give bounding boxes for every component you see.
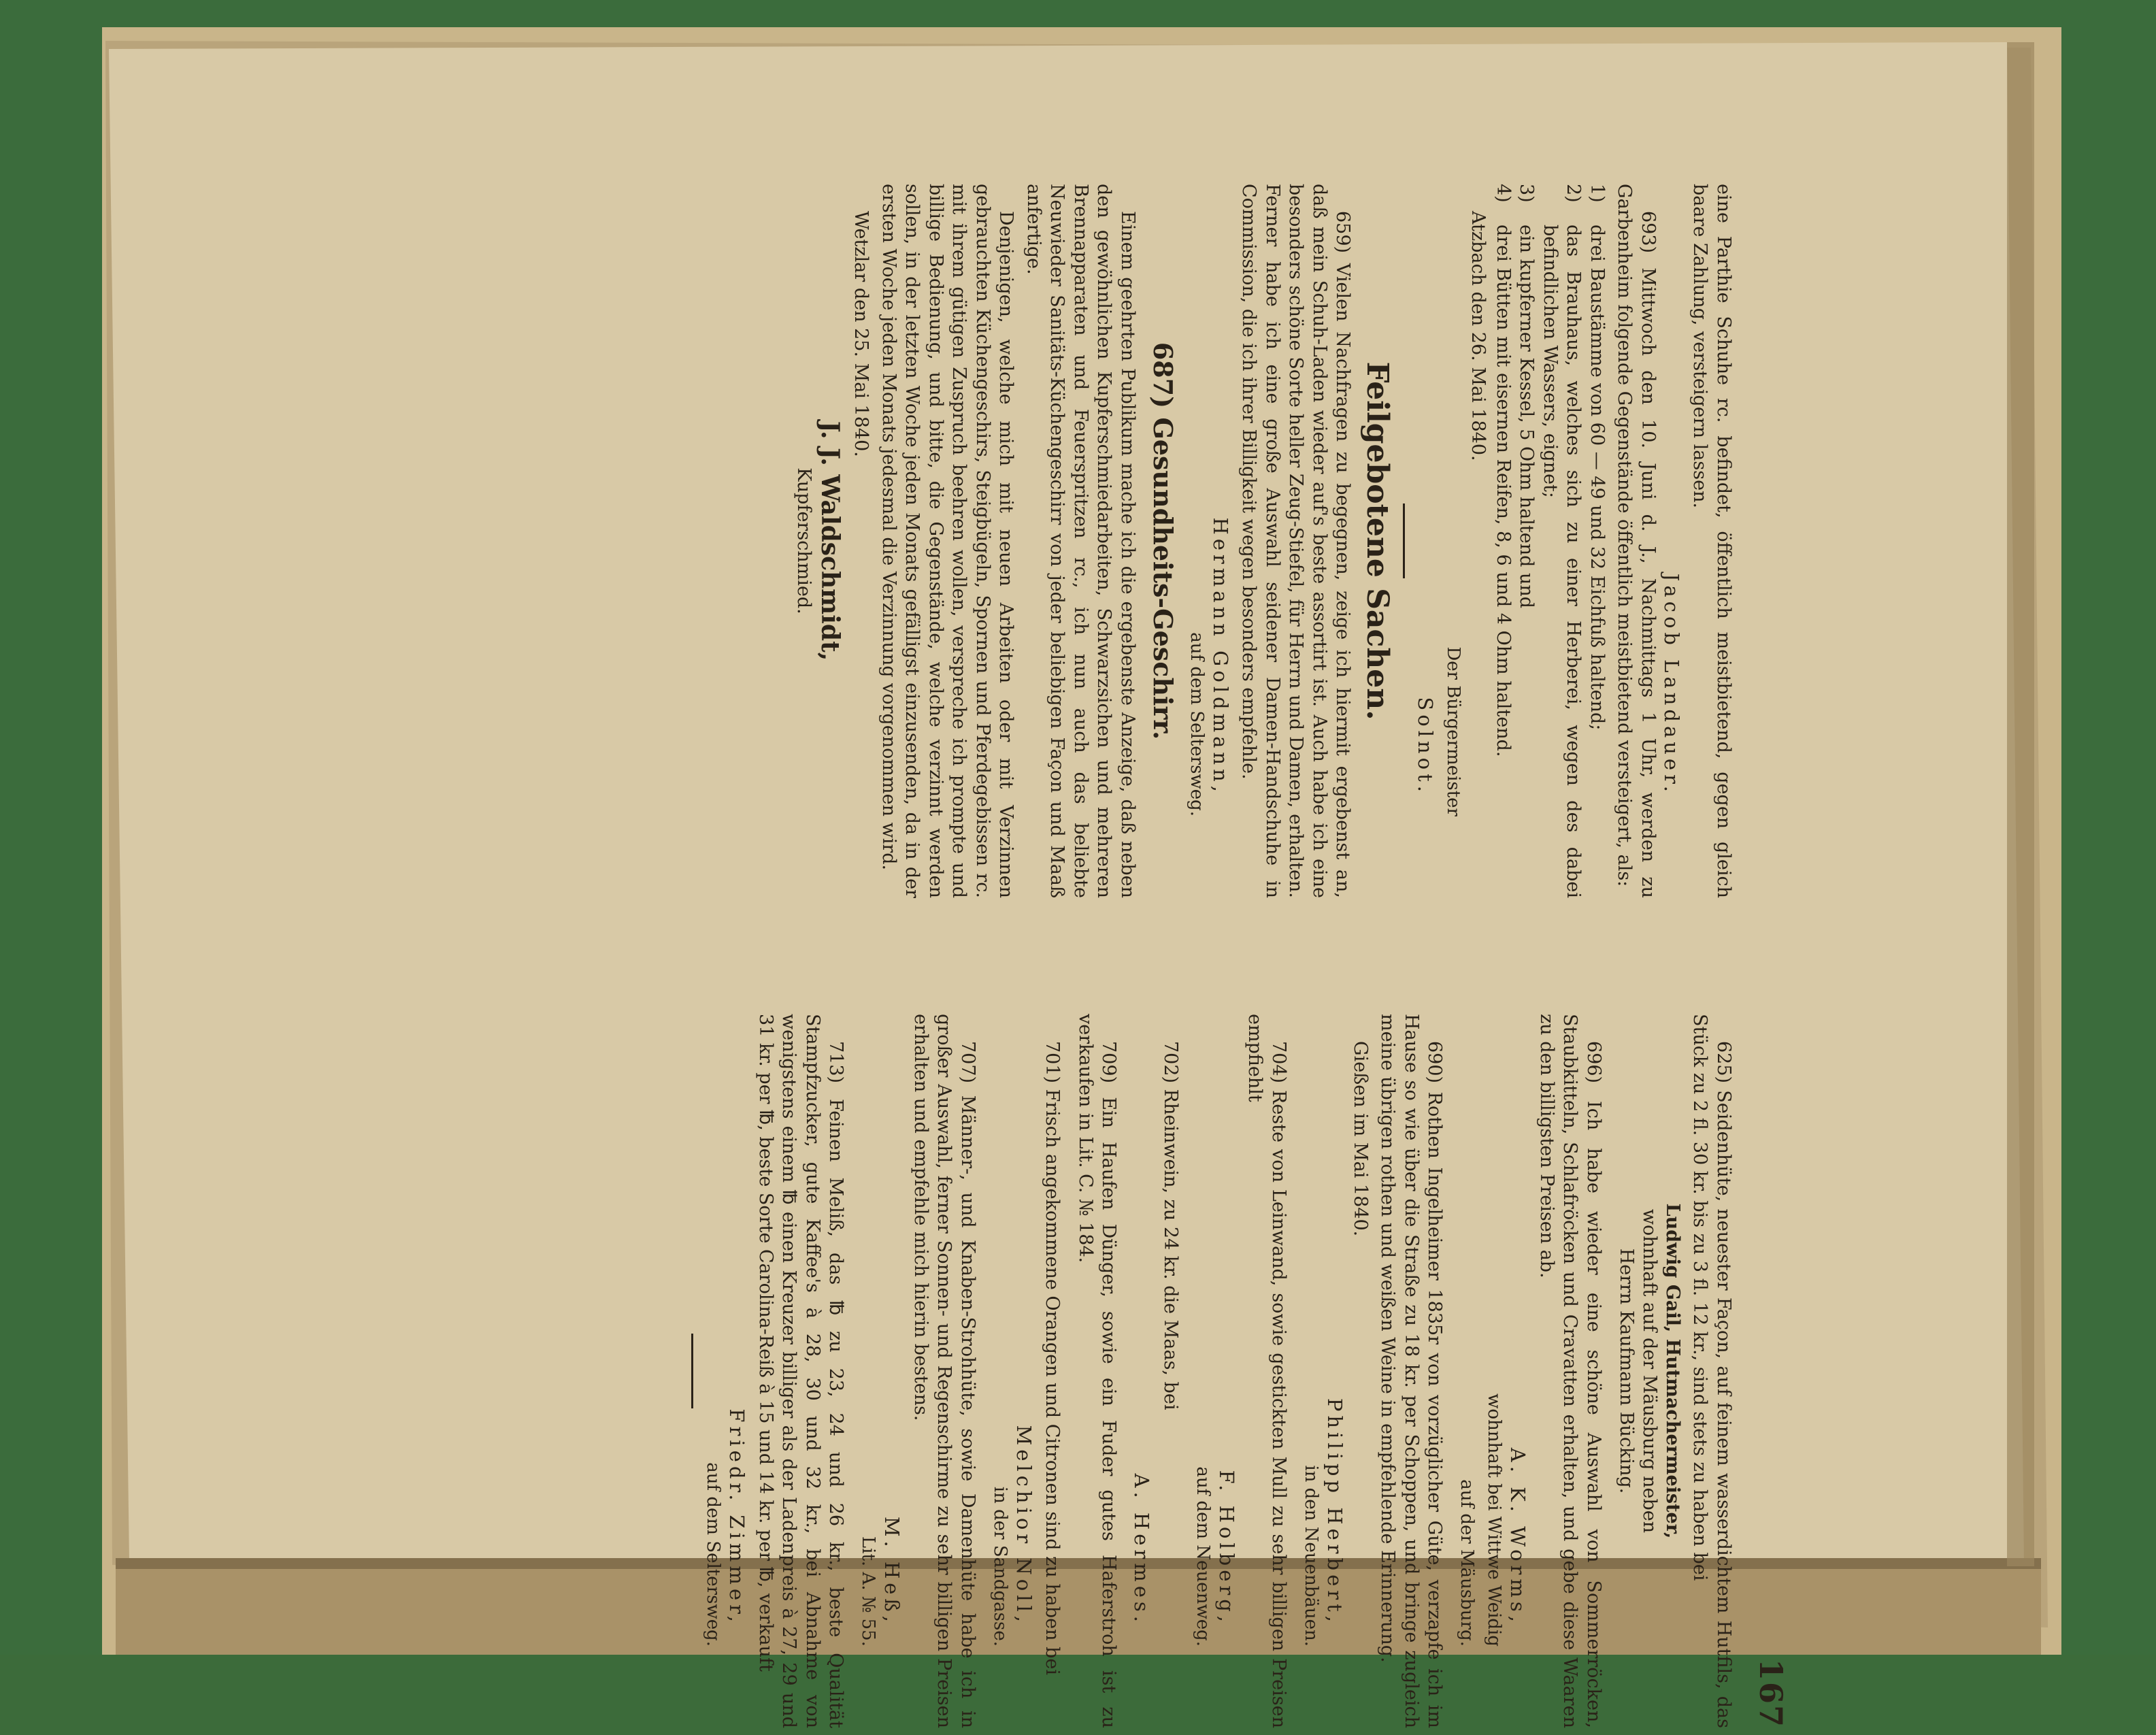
ad-704-sig2: auf dem Neuenweg.	[1193, 1466, 1213, 1647]
ad-702-text: 702) Rheinwein, zu 24 kr. die Maas, bei	[1160, 1041, 1181, 1410]
ad-625-sig2: wohnhaft auf der Mäusburg neben	[1639, 1208, 1660, 1534]
ad-693-item	[1538, 184, 1585, 898]
ad-693-item-num: 4)	[1493, 184, 1514, 203]
ad-625-text: 625) Seidenhüte, neuester Façon, auf feinem wasserdichtem Hutfils, das Stück zu 2 fl. 30 kr. bis zu 3 fl. 12 kr., sind stets zu haben bei	[1689, 1014, 1734, 1728]
ad-659-sig: Hermann Goldmann,	[1209, 517, 1232, 796]
ad-690-sig2: in den Neuenbäuen.	[1301, 1465, 1321, 1647]
ad-704-text: 704) Reste von Leinwand, sowie gestickten Mull zu sehr billigen Preisen empfiehlt	[1244, 1014, 1289, 1728]
ad-701-text: 701) Frisch angekommene Orangen und Citronen sind zu haben bei	[1042, 1041, 1063, 1675]
ad-690-date: Gießen im Mai 1840.	[1350, 1041, 1371, 1237]
ad-693-sig-title: Der Bürgermeister	[1443, 646, 1464, 816]
ad-709-text: 709) Ein Haufen Dünger, sowie ein Fuder gutes Haferstroh ist zu verkaufen in Lit. C. № 184.	[1075, 1014, 1120, 1728]
ad-713-text: 713) Feinen Meliß, das ℔ zu 23, 24 und 26 kr., beste Qualität Stampfzucker, gute Kaffee's à 28, 30 und 32 kr., bei Abnahme von wenigstens einem ℔ einen Kreuzer billiger als der Ladenpreis à 27, 29 und 31 kr. per ℔, beste Sorte Carolina-Reiß à 15 und 14 kr. per ℔, verkauft	[755, 1014, 847, 1728]
ad-701-sig: Melchior Noll,	[1012, 1425, 1035, 1626]
ad-659-text: 659) Vielen Nachfragen zu begegnen, zeige ich hiermit ergebenst an, daß mein Schuh-Laden wieder auf's beste assortirt ist. Auch habe ich eine besonders schöne Sorte heller Zeug-Stiefel, für Herrn und Damen, erhalten. Ferner habe ich eine große Auswahl seidener Damen-Handschuhe in Commission, die ich ihrer Billigkeit wegen besonders empfehle.	[1238, 184, 1354, 898]
page-number: 167	[1753, 1658, 1789, 1728]
ad-693-item-text: ein kupferner Kessel, 5 Ohm haltend und	[1516, 225, 1538, 609]
ad-704-sig: F. Holberg,	[1215, 1470, 1238, 1626]
ad-693-item	[1514, 184, 1538, 898]
ad-690-text: 690) Rothen Ingelheimer 1835r von vorzüglicher Güte, verzapfe ich im Hause so wie über die Straße zu 18 kr. per Schoppen, und bringe zugleich meine übrigen rothen und weißen Weine in empfehlende Erinnerung.	[1377, 1014, 1446, 1728]
ad-707-text: 707) Männer-, und Knaben-Strohhüte, sowie Damenhüte habe ich in großer Auswahl, ferner Sonnen- und Regenschirme zu sehr billigen Preisen erhalten und empfehle mich hierin bestens.	[910, 1014, 978, 1728]
right-column	[531, 1014, 1735, 1728]
intro-text: eine Parthie Schuhe rc. befindet, öffentlich meistbietend, gegen gleich baare Zahlung, versteigern lassen.	[1689, 184, 1734, 898]
ad-693-item-text: drei Bütten mit eisernen Reifen, 8, 6 und 4 Ohm haltend.	[1493, 225, 1514, 757]
ad-687-sig2: Kupferschmied.	[793, 467, 815, 614]
ad-693-item-num: 3)	[1516, 184, 1538, 203]
ad-713-sig2: auf dem Seltersweg.	[703, 1462, 724, 1647]
heading-feilgebotene: Feilgebotene Sachen.	[1360, 361, 1395, 721]
column-divider	[551, 956, 1735, 958]
section-rule	[1404, 503, 1406, 578]
ad-696-text: 696) Ich habe wieder eine schöne Auswahl von Sommerröcken, Staubkitteln, Schlafröcken und Cravatten erhalten, und gebe diese Waaren zu den billigsten Preisen ab.	[1536, 1014, 1604, 1728]
ad-687-text: Einem geehrten Publikum mache ich die ergebenste Anzeige, daß neben den gewöhnlichen Kupferschmiedarbeiten, Schwarzsichen und mehreren Brennapparaten und Feuerspritzen rc., ich nun auch das beliebte Neuwieder Sanitäts-Küchengeschirr von jeder beliebigen Façon und Maaß anfertige.	[1023, 184, 1138, 898]
end-rule	[692, 1334, 694, 1408]
ad-687-sig: J. J. Waldschmidt,	[816, 420, 845, 661]
ad-687-text2: Denjenigen, welche mich mit neuen Arbeiten oder mit Verzinnen gebrauchten Küchengeschirs, Steigbügeln, Spornen und Pferdegebissen rc. mit ihrem gütigen Zuspruch beehren wollen, verspreche ich prompte und billige Bedienung, und bitte, die Gegenstände, welche verzinnt werden sollen, in der letzten Woche jeden Monats gefälligst einzusenden, da in der ersten Woche jeden Monats jedesmal die Verzinnung vorgenommen wird.	[878, 184, 1017, 898]
intro-signature: Jacob Landauer.	[1660, 573, 1683, 796]
ad-693-item	[1585, 184, 1609, 898]
ad-693-item-num: 2)	[1563, 184, 1585, 203]
ad-702-sig: A. Hermes.	[1130, 1473, 1154, 1626]
heading-gesundheits: 687) Gesundheits-Geschirr.	[1148, 342, 1178, 740]
ad-693-item-num: 1)	[1587, 184, 1608, 203]
ad-696-sig3: auf der Mäusburg.	[1457, 1479, 1478, 1647]
ad-625-sig3: Herrn Kaufmann Bücking.	[1616, 1248, 1637, 1494]
ad-701-sig2: in der Sandgasse.	[990, 1486, 1010, 1647]
ad-693-item-text: drei Baustämme von 60 — 49 und 32 Eichfuß haltend;	[1587, 225, 1608, 731]
ad-696-sig2: wohnhaft bei Wittwe Weidig	[1484, 1393, 1505, 1647]
ad-690-sig: Philipp Herbert,	[1323, 1398, 1346, 1626]
ad-713-sig: Friedr. Zimmer,	[725, 1408, 749, 1626]
ad-659-sig2: auf dem Seltersweg.	[1187, 632, 1207, 816]
ad-707-sig2: Lit. A. № 55.	[858, 1536, 879, 1647]
ad-693-date: Atzbach den 26. Mai 1840.	[1467, 211, 1489, 461]
ad-693-item-text: das Brauhaus, welches sich zu einer Herberei, wegen des dabei befindlichen Wassers, eignet;	[1540, 225, 1585, 898]
ad-707-sig: M. Heß,	[880, 1516, 904, 1626]
ad-693-sig-name: Solnot.	[1414, 697, 1438, 796]
ad-693-text: 693) Mittwoch den 10. Juni d. J., Nachmittags 1 Uhr, werden zu Garbenheim folgende Gegenstände öffentlich meistbietend versteigert, als:	[1614, 184, 1659, 898]
ad-696-sig: A. K. Worms,	[1506, 1447, 1530, 1626]
ad-687-date: Wetzlar den 25. Mai 1840.	[850, 211, 872, 457]
printed-page	[524, 184, 1789, 1735]
left-column	[531, 184, 1735, 898]
ad-693-item	[1491, 184, 1515, 898]
ad-625-sig: Ludwig Gail, Hutmachermeister,	[1662, 1203, 1683, 1539]
